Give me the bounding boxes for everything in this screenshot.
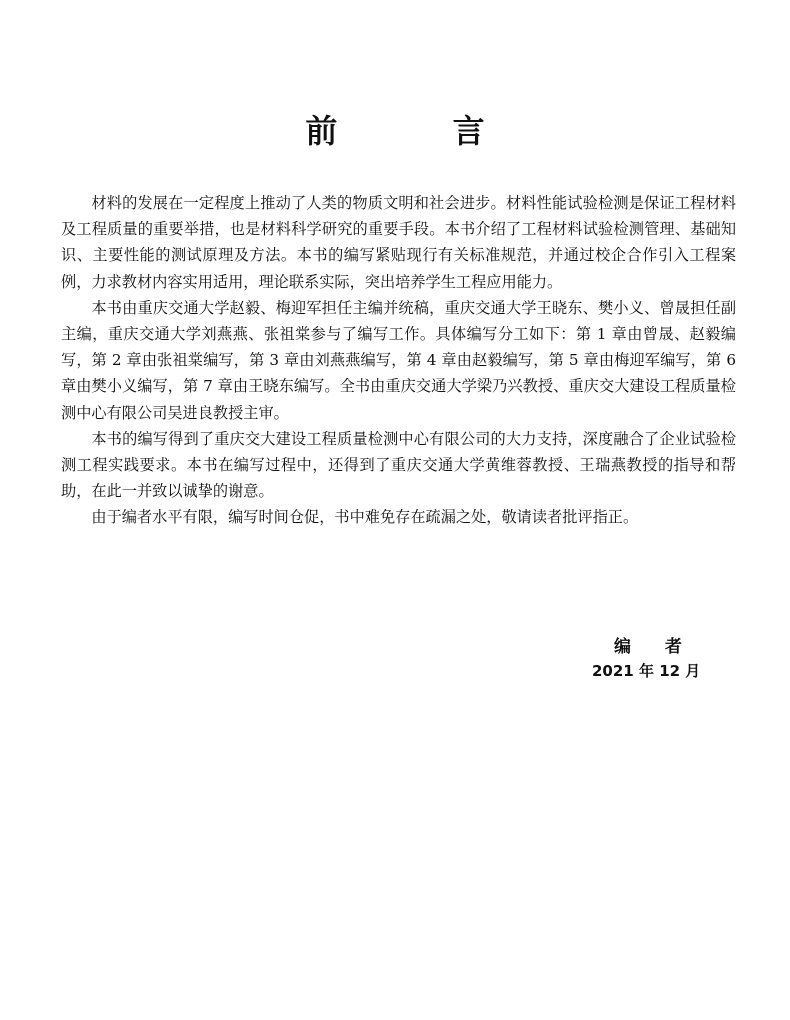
- paragraph: 材料的发展在一定程度上推动了人类的物质文明和社会进步。材料性能试验检测是保证工程材料及工程质量的重要举措，也是材料科学研究的重要手段。本书介绍了工程材料试验检测管理、基础知识、主要性能的测试原理及方法。本书的编写紧贴现行有关标准规范，并通过校企合作引入工程案例，力求教材内容实用适用，理论联系实际，突出培养学生工程应用能力。: [61, 194, 736, 291]
- signature-date: 2021 年 12 月: [592, 662, 701, 680]
- paragraph: 本书由重庆交通大学赵毅、梅迎军担任主编并统稿，重庆交通大学王晓东、樊小义、曾晟担任副主编，重庆交通大学刘燕燕、张祖棠参与了编写工作。具体编写分工如下：第 1 章由曾晟、赵毅编写，第 2 章由张祖棠编写，第 3 章由刘燕燕编写，第 4 章由赵毅编写，第 5 章由梅迎军编写，第 6 章由樊小义编写，第 7 章由王晓东编写。全书由重庆交通大学梁乃兴教授、重庆交大建设工程质量检测中心有限公司吴进良教授主审。: [61, 298, 736, 422]
- preface-body: [61, 190, 736, 531]
- paragraph: 本书的编写得到了重庆交大建设工程质量检测中心有限公司的大力支持，深度融合了企业试验检测工程实践要求。本书在编写过程中，还得到了重庆交通大学黄维蓉教授、王瑞燕教授的指导和帮助，在此一并致以诚挚的谢意。: [61, 429, 736, 501]
- page-title: 前 言: [305, 112, 537, 150]
- paragraph: 由于编者水平有限，编写时间仓促，书中难免存在疏漏之处，敬请读者批评指正。: [91, 508, 639, 527]
- author-signature: 编 者: [614, 637, 696, 657]
